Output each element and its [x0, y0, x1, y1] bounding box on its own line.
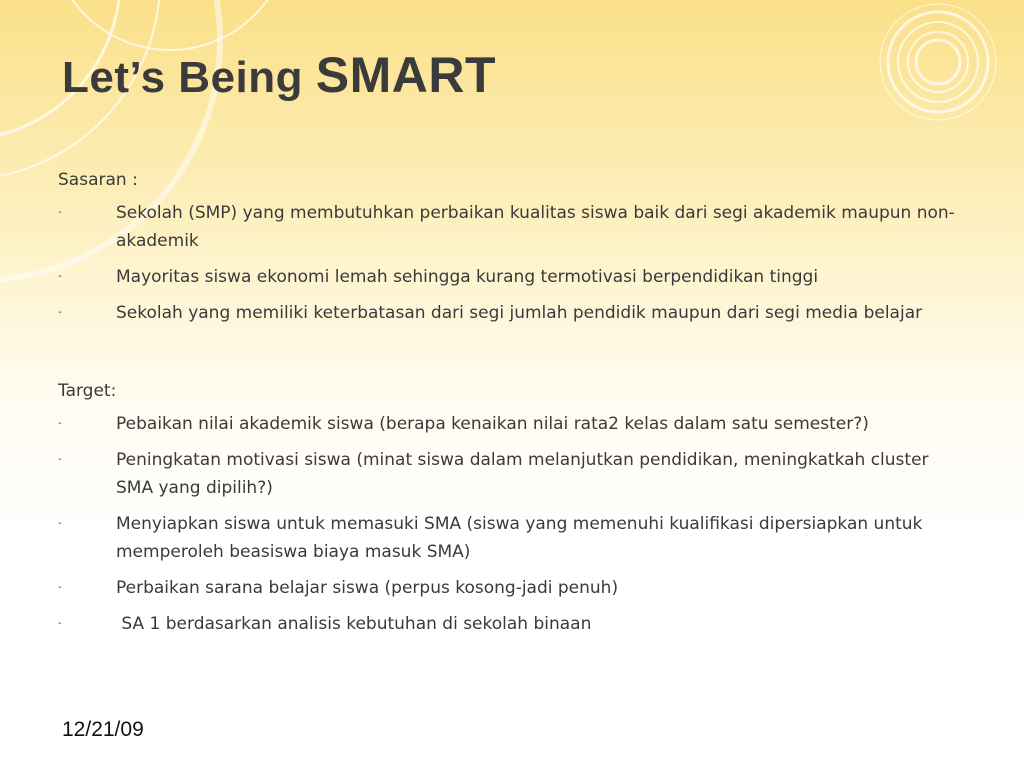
target-item: - Peningkatan motivasi siswa (minat siswa dalam melanjutkan pendidikan, meningkatkah cluster SMA yang dipilih?)	[58, 446, 958, 502]
bullet-dash: -	[58, 418, 62, 429]
slide-body	[58, 170, 958, 646]
sasaran-heading: Sasaran :	[58, 170, 138, 190]
bullet-dash: -	[58, 271, 62, 282]
title-part2: SMART	[315, 47, 497, 103]
bullet-dash: -	[58, 618, 62, 629]
sasaran-item: - Sekolah yang memiliki keterbatasan dari segi jumlah pendidik maupun dari segi media belajar	[58, 299, 958, 327]
bullet-dash: -	[58, 518, 62, 529]
target-heading: Target:	[58, 381, 117, 401]
target-item: - Pebaikan nilai akademik siswa (berapa kenaikan nilai rata2 kelas dalam satu semester?)	[58, 410, 958, 438]
footer-date: 12/21/09	[62, 718, 144, 741]
bullet-dash: -	[58, 454, 62, 465]
sasaran-item: - Sekolah (SMP) yang membutuhkan perbaikan kualitas siswa baik dari segi akademik maupun non-akademik	[58, 199, 958, 255]
bullet-dash: -	[58, 582, 62, 593]
sasaran-item: - Mayoritas siswa ekonomi lemah sehingga kurang termotivasi berpendidikan tinggi	[58, 263, 958, 291]
bullet-dash: -	[58, 307, 62, 318]
title-part1: Let’s Being	[62, 53, 316, 102]
target-item: - SA 1 berdasarkan analisis kebutuhan di sekolah binaan	[58, 610, 958, 638]
bullet-dash: -	[58, 207, 62, 218]
slide-title	[62, 46, 496, 104]
target-item: - Perbaikan sarana belajar siswa (perpus kosong-jadi penuh)	[58, 574, 958, 602]
target-item: - Menyiapkan siswa untuk memasuki SMA (siswa yang memenuhi kualifikasi dipersiapkan untuk memperoleh beasiswa biaya masuk SMA)	[58, 510, 958, 566]
